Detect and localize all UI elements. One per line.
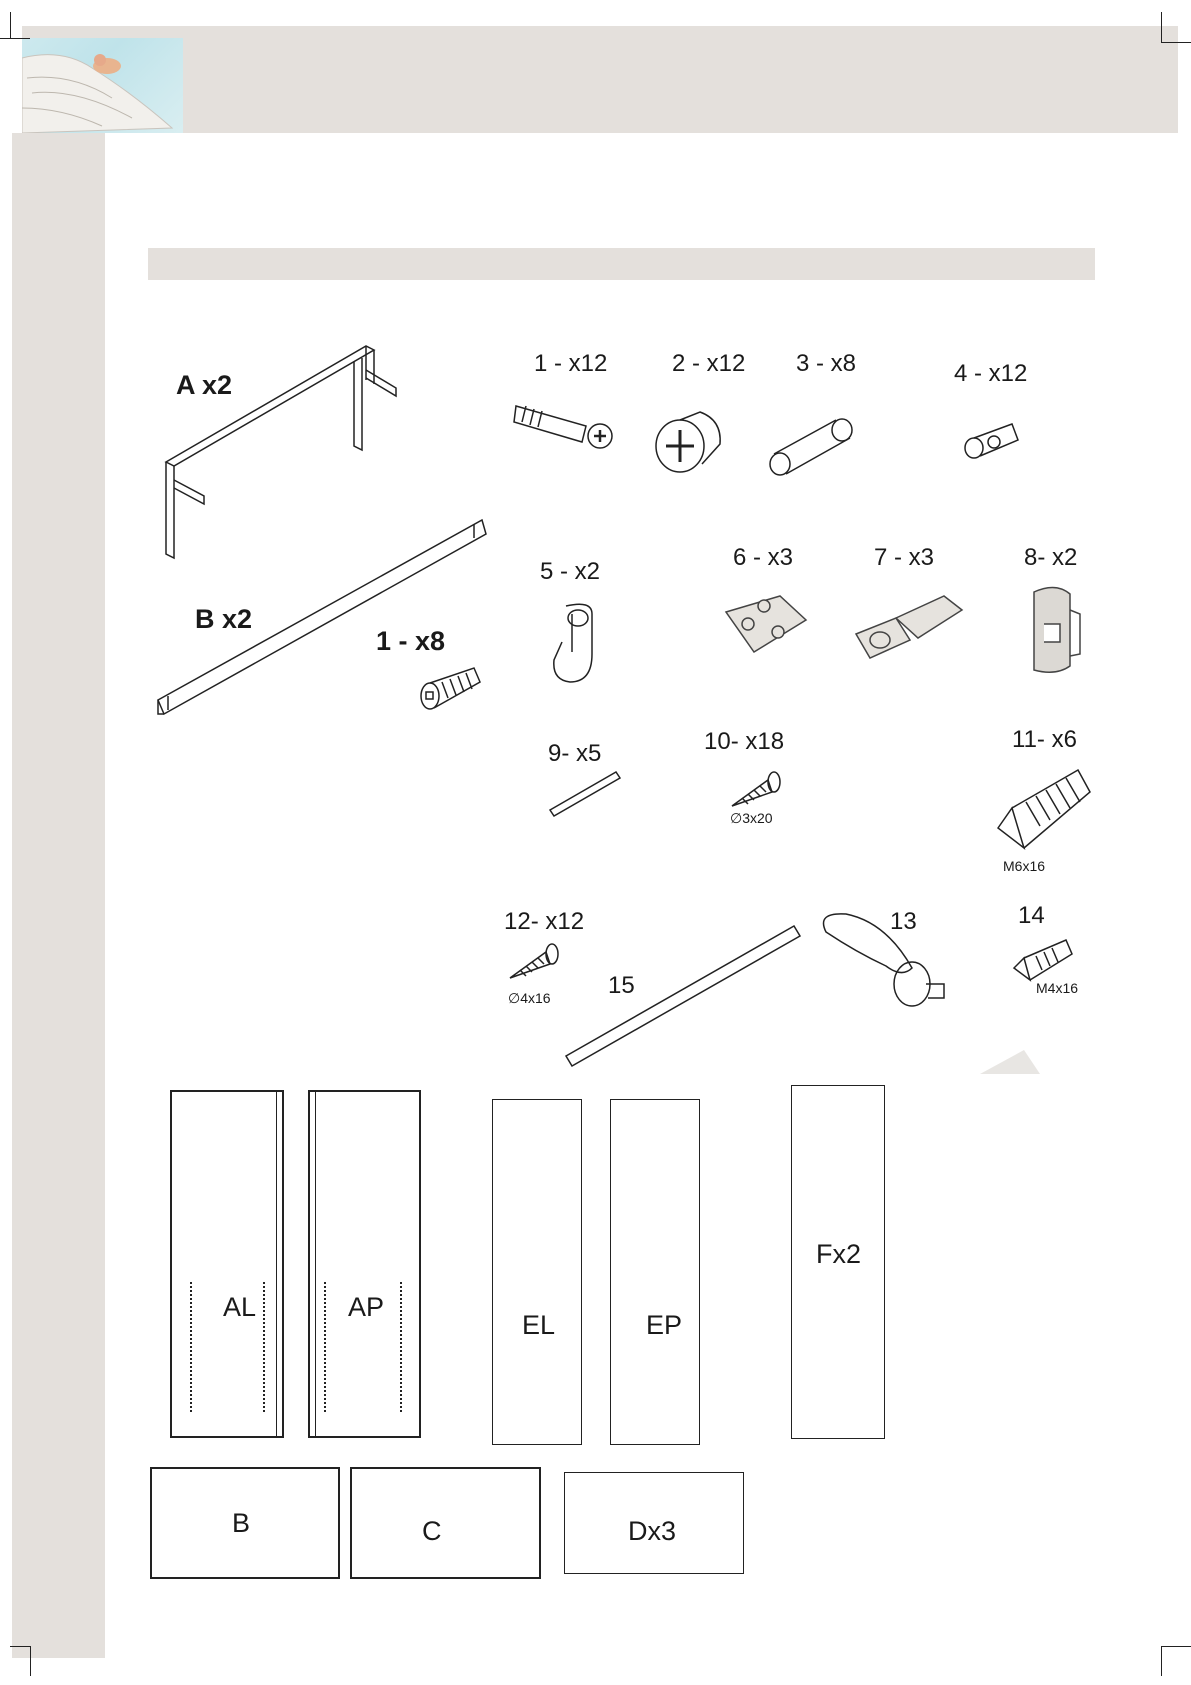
part-13-handle-icon: [816, 908, 966, 1018]
panel-ep: [610, 1099, 700, 1445]
crop-mark-bl-h: [10, 1646, 30, 1647]
size-part-12: ∅4x16: [508, 990, 551, 1006]
label-part-3: 3 - x8: [796, 350, 857, 377]
crop-mark-tr: [1161, 12, 1162, 42]
size-part-14: M4x16: [1036, 980, 1079, 996]
label-part-1: 1 - x12: [534, 350, 608, 377]
crop-mark-br: [1161, 1646, 1162, 1676]
header-band: [22, 26, 1178, 133]
size-part-10: ∅3x20: [730, 810, 773, 826]
label-part-7: 7 - x3: [874, 544, 935, 571]
part-15-rod-icon: [562, 924, 802, 1070]
part-10-screw-icon: [730, 770, 786, 810]
large-bolt-icon: [418, 664, 486, 714]
label-panel-ep: EP: [646, 1310, 683, 1340]
crop-mark-tl: [10, 12, 11, 38]
label-panel-b: B: [232, 1508, 251, 1538]
angel-wing-illustration: [22, 38, 183, 133]
label-part-11: 11- x6: [1012, 726, 1077, 753]
label-part-12: 12- x12: [504, 908, 585, 935]
panel-el: [492, 1099, 582, 1445]
label-part-9: 9- x5: [548, 740, 602, 767]
label-panel-d: Dx3: [628, 1516, 677, 1546]
part-5-rail-support-icon: [548, 602, 604, 686]
section-bar: [148, 248, 1095, 280]
corner-shadow-shape: [980, 1050, 1040, 1074]
panel-ap: [308, 1090, 421, 1438]
label-panel-c: C: [422, 1516, 442, 1546]
label-frame-a: A x2: [176, 370, 233, 400]
crop-mark-tr-h: [1161, 42, 1191, 43]
panel-c: [350, 1467, 541, 1579]
part-2-cam-lock-icon: [652, 404, 724, 476]
label-part-14: 14: [1018, 902, 1045, 929]
part-14-bolt-icon: [1012, 936, 1074, 982]
part-11-bolt-icon: [996, 766, 1092, 850]
label-panel-f: Fx2: [816, 1239, 862, 1269]
part-9-pin-icon: [548, 768, 624, 818]
label-screw-large: 1 - x8: [376, 626, 446, 656]
part-12-screw-icon: [508, 942, 564, 982]
crop-mark-tl-h: [0, 38, 30, 39]
label-part-2: 2 - x12: [672, 350, 746, 377]
part-8-hanger-icon: [1026, 584, 1084, 680]
label-part-15: 15: [608, 972, 635, 999]
part-6-mounting-plate-icon: [720, 590, 812, 660]
label-part-10: 10- x18: [704, 728, 785, 755]
part-7-hinge-icon: [852, 588, 968, 674]
part-4-connector-icon: [960, 416, 1028, 464]
crop-mark-bl: [30, 1646, 31, 1676]
header-photo: [22, 38, 183, 133]
part-1-dowel-bolt-icon: [512, 400, 616, 456]
label-part-8: 8- x2: [1024, 544, 1078, 571]
label-frame-b: B x2: [195, 604, 253, 634]
side-band: [12, 133, 105, 1658]
crop-mark-br-h: [1161, 1646, 1191, 1647]
label-part-5: 5 - x2: [540, 558, 601, 585]
label-panel-ap: AP: [348, 1292, 385, 1322]
panel-al: [170, 1090, 284, 1438]
part-3-wood-dowel-icon: [766, 416, 856, 478]
label-panel-el: EL: [522, 1310, 556, 1340]
label-panel-al: AL: [223, 1292, 257, 1322]
label-part-13: 13: [890, 908, 917, 935]
label-part-6: 6 - x3: [733, 544, 794, 571]
size-part-11: M6x16: [1003, 858, 1046, 874]
label-part-4: 4 - x12: [954, 360, 1028, 387]
